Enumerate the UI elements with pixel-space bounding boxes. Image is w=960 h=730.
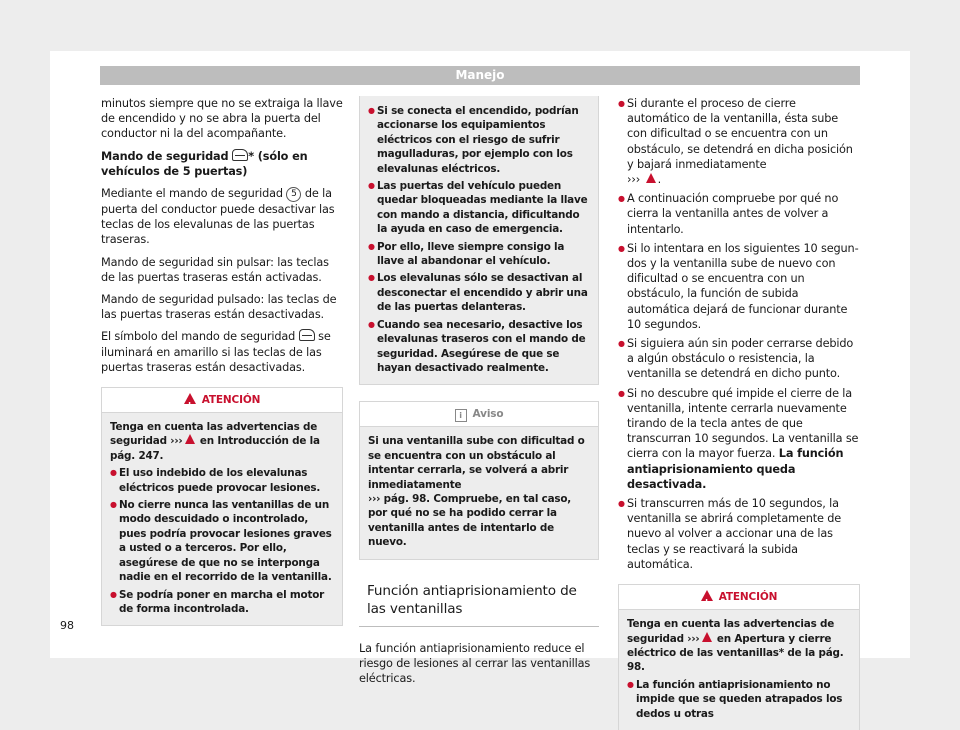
warning-list	[368, 104, 590, 375]
paragraph-3: Mando de seguridad pulsado: las teclas de las puertas traseras están desactivadas.	[101, 293, 337, 322]
list-item: ● Si siguiera aún sin poder cerrarse debido a algún obstáculo o resistencia, la ventanilla se detendrá en dicho punto.	[618, 336, 860, 382]
list-item: ● Se podría poner en marcha el motor de forma incontrolada.	[110, 588, 334, 617]
warning-box-continued	[359, 96, 599, 385]
paragraph-2: Mando de seguridad sin pulsar: las teclas de las puertas traseras están activadas.	[101, 255, 329, 284]
warning-box	[101, 387, 343, 626]
warning-title-text: ATENCIÓN	[718, 591, 778, 604]
cross-ref-arrow[interactable]: ›››	[627, 173, 641, 187]
intro-text: minutos siempre que no se extraiga la llave de encendido y no se abra la puerta del conductor ni la del acompañante.	[101, 97, 343, 141]
warning-intro-ref[interactable]: en Introducción de la pág. 247.	[110, 435, 320, 462]
p1-text: Mediante el mando de seguridad	[101, 187, 287, 201]
warning-body	[619, 610, 859, 730]
warning-body	[360, 96, 598, 384]
info-icon: i	[455, 409, 467, 422]
list-item	[618, 96, 860, 187]
cross-ref-arrow[interactable]: ›››	[368, 492, 381, 505]
warning-body	[102, 413, 342, 625]
warning-icon	[184, 393, 196, 404]
warning-title-text: ATENCIÓN	[201, 394, 261, 407]
section-title: Función antiaprisionamiento de las ventanillas	[359, 582, 599, 627]
item-text: Si no descubre qué impide el cierre de la ventanilla, intente cerrarla nuevamente tirando de la tecla antes de que transcurran 10 segundos. La ventanilla se cierra con la mayor fuerza.	[627, 386, 859, 461]
paragraph-4	[101, 329, 343, 375]
p4-text-end: se iluminará en amarillo si las teclas de las puertas traseras están desactivadas.	[101, 330, 331, 374]
page-number: 98	[60, 619, 74, 632]
callout-number: 5	[286, 187, 301, 202]
p1-text-end: de la puerta del conductor puede desactivar las teclas de los elevalunas de las puertas traseras.	[101, 187, 335, 247]
list-item	[618, 386, 860, 492]
warning-icon	[185, 434, 195, 444]
heading-text-end: * (sólo en vehículos de 5 puertas)	[101, 149, 308, 178]
paragraph-1	[101, 186, 343, 248]
item-bold-text: La función antiaprisionamiento queda desactivada.	[627, 447, 844, 491]
note-text-end: pág. 98. Compruebe, en tal caso, por qué no se ha podido cerrar la ventanilla antes de intentarlo de nuevo.	[368, 492, 572, 549]
warning-intro-text: Tenga en cuenta las advertencias de seguridad	[627, 618, 835, 645]
list-item: ● La función antiaprisionamiento no impide que se queden atrapados los dedos u otras	[627, 678, 851, 721]
list-item: ● No cierre nunca las ventanillas de un modo descuidado o incontrolado, pues podría provocar lesiones graves a usted o a terceros. Por ello, asegúrese de que no se interponga nadie en el recorrido de la ventanilla.	[110, 498, 334, 584]
section-heading-safety	[101, 149, 343, 179]
warning-intro	[627, 617, 851, 675]
list-item: ● A continuación compruebe por qué no cierra la ventanilla antes de volver a intentarlo.	[618, 191, 860, 237]
note-body	[360, 427, 598, 558]
warning-list	[110, 466, 334, 616]
warning-title	[619, 585, 859, 610]
list-item: ● Si lo intentara en los siguientes 10 segundos y la ventanilla sube de nuevo con dificultad o se encuentra con un obstáculo, la función de subida automática dejará de funcionar durante 10 segundos.	[618, 241, 860, 332]
p4-text: El símbolo del mando de seguridad	[101, 330, 299, 344]
section-text: La función antiaprisionamiento reduce el riesgo de lesiones al cerrar las ventanillas eléctricas.	[359, 641, 591, 685]
note-text	[368, 434, 590, 549]
window-lock-icon	[232, 149, 248, 161]
procedure-list	[618, 96, 860, 572]
column-2	[359, 96, 599, 693]
warning-intro	[110, 420, 334, 463]
list-item: ● Cuando sea necesario, desactive los elevalunas traseros con el mando de seguridad. Asegúrese de que se hayan desactivado realmente.	[368, 318, 590, 376]
heading-text: Mando de seguridad	[101, 149, 233, 163]
warning-icon	[646, 173, 656, 183]
cross-ref-arrow[interactable]: ›››	[687, 632, 700, 645]
column-3	[618, 96, 860, 730]
page-header: Manejo	[100, 66, 860, 85]
warning-list	[627, 678, 851, 721]
warning-icon	[702, 632, 712, 642]
warning-title	[102, 388, 342, 413]
warning-icon	[701, 590, 713, 601]
column-1	[101, 96, 343, 626]
list-item: ● Si transcurren más de 10 segundos, la ventanilla se abrirá completamente de nuevo al volver a accionar una de las teclas y se reactivará la subida automática.	[618, 496, 860, 572]
note-title	[360, 402, 598, 427]
list-item: ● El uso indebido de los elevalunas eléctricos puede provocar lesiones.	[110, 466, 334, 495]
list-item: ● Los elevalunas sólo se desactivan al desconectar el encendido y abrir una de las puertas delanteras.	[368, 271, 590, 314]
warning-intro-ref[interactable]: en Apertura y cierre eléctrico de las ventanillas* de la pág. 98.	[627, 632, 844, 674]
cross-ref-arrow[interactable]: ›››	[170, 435, 183, 448]
window-lock-icon	[299, 329, 315, 341]
item-end: .	[657, 173, 662, 187]
list-item: ● Si se conecta el encendido, podrían accionarse los equipamientos eléctricos con el riesgo de sufrir magulladuras, por ejemplo con los elevalunas eléctricos.	[368, 104, 590, 176]
list-item: ● Por ello, lleve siempre consigo la llave al abandonar el vehículo.	[368, 240, 590, 269]
note-text-main: Si una ventanilla sube con dificultad o se encuentra con un obstáculo al intentar cerrarla, se volverá a abrir inmediatamente	[368, 435, 585, 491]
list-item: ● Las puertas del vehículo pueden quedar bloqueadas mediante la llave con mando a distancia, dificultando la ayuda en caso de emergencia.	[368, 179, 590, 237]
warning-intro-text: Tenga en cuenta las advertencias de seguridad	[110, 421, 318, 448]
warning-box	[618, 584, 860, 730]
note-box	[359, 401, 599, 559]
item-text: Si durante el proceso de cierre automático de la ventanilla, ésta sube con dificultad o se encuentra con un obstáculo, se detendrá en dicha posición y bajará inmediatamente	[627, 97, 853, 171]
note-title-text: Aviso	[472, 408, 504, 421]
